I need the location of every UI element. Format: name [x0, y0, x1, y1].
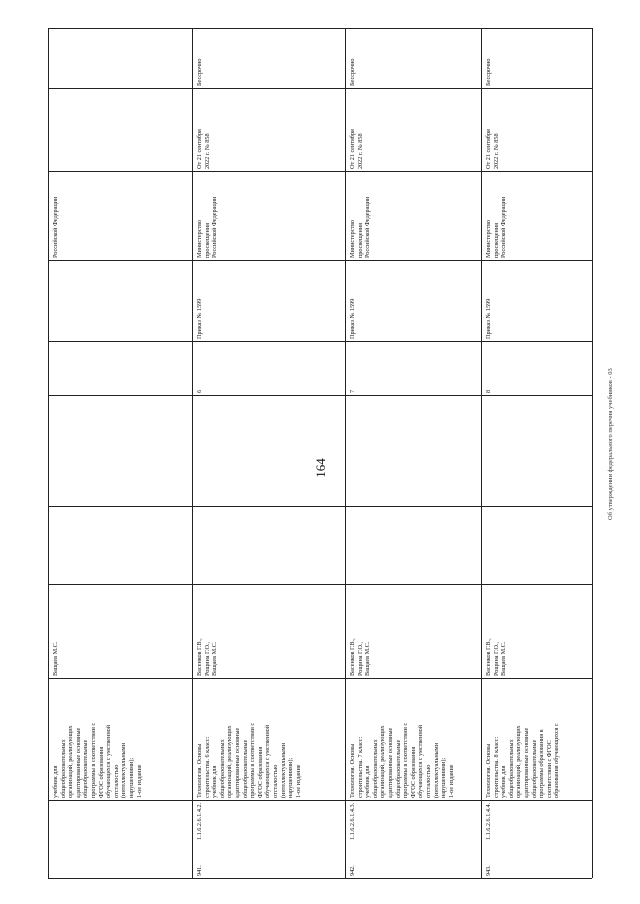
table-cell-title: [349, 680, 477, 798]
table-cell-num: [349, 846, 477, 876]
cell-line: общеобразовательных: [371, 739, 379, 798]
table-cell-title: [52, 680, 188, 798]
cell-line: 2022 г. № 858: [203, 133, 211, 169]
table-cell-authors: [52, 586, 188, 676]
cell-line: Бессрочно: [349, 58, 356, 86]
table-cell-date: [349, 89, 477, 169]
cell-line: адаптированные основные: [233, 727, 241, 798]
cell-line: соответствии с ФГОС: [545, 740, 553, 798]
table-cell-title: [485, 680, 588, 798]
cell-line: (интеллектуальными: [279, 742, 287, 798]
table-row-border: [592, 28, 593, 878]
table-row-border: [481, 28, 482, 878]
table-cell-ministry: [485, 172, 588, 258]
cell-line: строительства. 6 класс:: [203, 736, 211, 798]
cell-line: строительства. 8 класс:: [492, 736, 500, 798]
cell-line: просвещения: [356, 222, 364, 258]
cell-line: 1-ое издание: [447, 764, 455, 798]
cell-line: Рощина Г.О.,: [203, 641, 211, 676]
cell-line: 8: [485, 389, 492, 393]
table-cell-authors: [485, 586, 588, 676]
cell-line: 941.: [196, 865, 203, 876]
table-cell-date: [485, 89, 588, 169]
cell-line: просвещения: [203, 222, 211, 258]
cell-line: Приказ № 1599: [196, 298, 203, 339]
table-cell-term: [485, 30, 588, 86]
cell-line: Министерство: [349, 219, 356, 258]
cell-line: Технология. Основы: [485, 743, 492, 798]
table-cell-ministry: [52, 172, 188, 258]
cell-line: Ващаев М.С.: [364, 641, 372, 676]
cell-line: общеобразовательных: [507, 739, 515, 798]
cell-line: Васенков Г.В.,: [196, 638, 203, 676]
cell-line: организаций, реализующих: [515, 725, 523, 798]
cell-line: Ващаев М.С.: [52, 641, 59, 676]
table-column-border: [48, 341, 592, 342]
cell-line: Технология. Основы: [196, 743, 203, 798]
cell-line: ФГОС образования: [97, 746, 105, 798]
cell-line: Приказ № 1599: [349, 298, 356, 339]
cell-line: отсталостью: [112, 764, 120, 798]
cell-line: Бессрочно: [485, 58, 492, 86]
table-cell-term: [196, 30, 341, 86]
cell-line: обучающихся с умственной: [105, 724, 113, 798]
cell-line: учебник для: [500, 765, 508, 798]
table-cell-grade: [485, 343, 588, 393]
cell-line: Рощина Г.О.,: [492, 641, 500, 676]
cell-line: 1-ое издание: [294, 764, 302, 798]
cell-line: общеобразовательные: [241, 739, 249, 798]
table-cell-ministry: [196, 172, 341, 258]
document-table: [48, 28, 592, 878]
cell-line: 943.: [485, 865, 492, 876]
table-cell-num: [196, 846, 341, 876]
cell-line: 1.1.6.2.6.1.4.4.: [485, 802, 492, 840]
cell-line: отсталостью: [424, 764, 432, 798]
cell-line: Ващаев М.С.: [211, 641, 219, 676]
cell-line: общеобразовательных: [59, 739, 67, 798]
cell-line: учебник для: [52, 765, 59, 798]
cell-line: 942.: [349, 865, 356, 876]
cell-line: Российской Федерации: [52, 196, 59, 258]
cell-line: нарушениями);: [127, 757, 135, 798]
table-column-border: [48, 28, 592, 29]
table-row-border: [192, 28, 193, 878]
table-cell-title: [196, 680, 341, 798]
cell-line: Бессрочно: [196, 58, 203, 86]
table-row-border: [48, 28, 49, 878]
cell-line: программы в соответствии с: [89, 722, 97, 798]
cell-line: обучающихся с умственной: [417, 724, 425, 798]
cell-line: нарушениями);: [440, 757, 448, 798]
table-column-border: [48, 678, 592, 679]
cell-line: 2022 г. № 858: [356, 133, 364, 169]
cell-line: обучающихся с умственной: [264, 724, 272, 798]
cell-line: От 21 сентября: [349, 129, 356, 169]
cell-line: учебник для: [211, 765, 219, 798]
page-number: 164: [313, 458, 328, 478]
cell-line: Васенков Г.В.,: [485, 638, 492, 676]
cell-line: программы образования в: [538, 729, 546, 798]
cell-line: нарушениями);: [287, 757, 295, 798]
cell-line: отсталостью: [271, 764, 279, 798]
cell-line: адаптированные основные: [522, 727, 530, 798]
table-cell-date: [196, 89, 341, 169]
table-cell-order: [349, 261, 477, 339]
cell-line: организаций, реализующих: [67, 725, 75, 798]
cell-line: адаптированные основные: [74, 727, 82, 798]
cell-line: От 21 сентября: [485, 129, 492, 169]
table-cell-authors: [349, 586, 477, 676]
cell-line: 6: [196, 389, 203, 393]
cell-line: 1-ое издание: [135, 764, 143, 798]
table-cell-ministry: [349, 172, 477, 258]
cell-line: программы в соответствии с: [249, 722, 257, 798]
cell-line: адаптированные основные: [386, 727, 394, 798]
table-column-border: [48, 506, 592, 507]
cell-line: ФГОС образования: [256, 746, 264, 798]
cell-line: Российской Федерации: [211, 196, 219, 258]
cell-line: Российской Федерации: [364, 196, 372, 258]
cell-line: Васенков Г.В.,: [349, 638, 356, 676]
table-column-border: [48, 395, 592, 396]
table-cell-grade: [196, 343, 341, 393]
cell-line: организаций, реализующих: [379, 725, 387, 798]
cell-line: Ващаев М.С.: [500, 641, 508, 676]
cell-line: Министерство: [196, 219, 203, 258]
cell-line: Приказ № 1599: [485, 298, 492, 339]
cell-line: Российской Федерации: [500, 196, 508, 258]
table-cell-order: [485, 261, 588, 339]
table-cell-authors: [196, 586, 341, 676]
table-cell-code: [196, 800, 341, 840]
table-column-border: [48, 584, 592, 585]
table-cell-num: [485, 846, 588, 876]
cell-line: организаций, реализующих: [226, 725, 234, 798]
cell-line: учебник для: [364, 765, 372, 798]
cell-line: (интеллектуальными: [432, 742, 440, 798]
cell-line: общеобразовательные: [530, 739, 538, 798]
document-footer: Об утверждении федерального перечня учебников - 03: [607, 368, 614, 520]
cell-line: 1.1.6.2.6.1.4.3.: [349, 802, 356, 840]
cell-line: (интеллектуальными: [120, 742, 128, 798]
table-cell-order: [196, 261, 341, 339]
table-row-border: [345, 28, 346, 878]
cell-line: ФГОС образования: [409, 746, 417, 798]
table-column-border: [48, 878, 592, 879]
cell-line: общеобразовательные: [82, 739, 90, 798]
cell-line: 1.1.6.2.6.1.4.2.: [196, 802, 203, 840]
cell-line: образования обучающихся с: [553, 723, 561, 798]
table-cell-grade: [349, 343, 477, 393]
cell-line: От 21 сентября: [196, 129, 203, 169]
cell-line: программы в соответствии с: [402, 722, 410, 798]
cell-line: 7: [349, 389, 356, 393]
cell-line: строительства. 7 класс:: [356, 736, 364, 798]
cell-line: Рощина Г.О.,: [356, 641, 364, 676]
cell-line: Министерство: [485, 219, 492, 258]
table-cell-code: [349, 800, 477, 840]
table-cell-term: [349, 30, 477, 86]
cell-line: общеобразовательные: [394, 739, 402, 798]
table-cell-code: [485, 800, 588, 840]
cell-line: Технология. Основы: [349, 743, 356, 798]
cell-line: просвещения: [492, 222, 500, 258]
cell-line: 2022 г. № 858: [492, 133, 500, 169]
cell-line: общеобразовательных: [218, 739, 226, 798]
